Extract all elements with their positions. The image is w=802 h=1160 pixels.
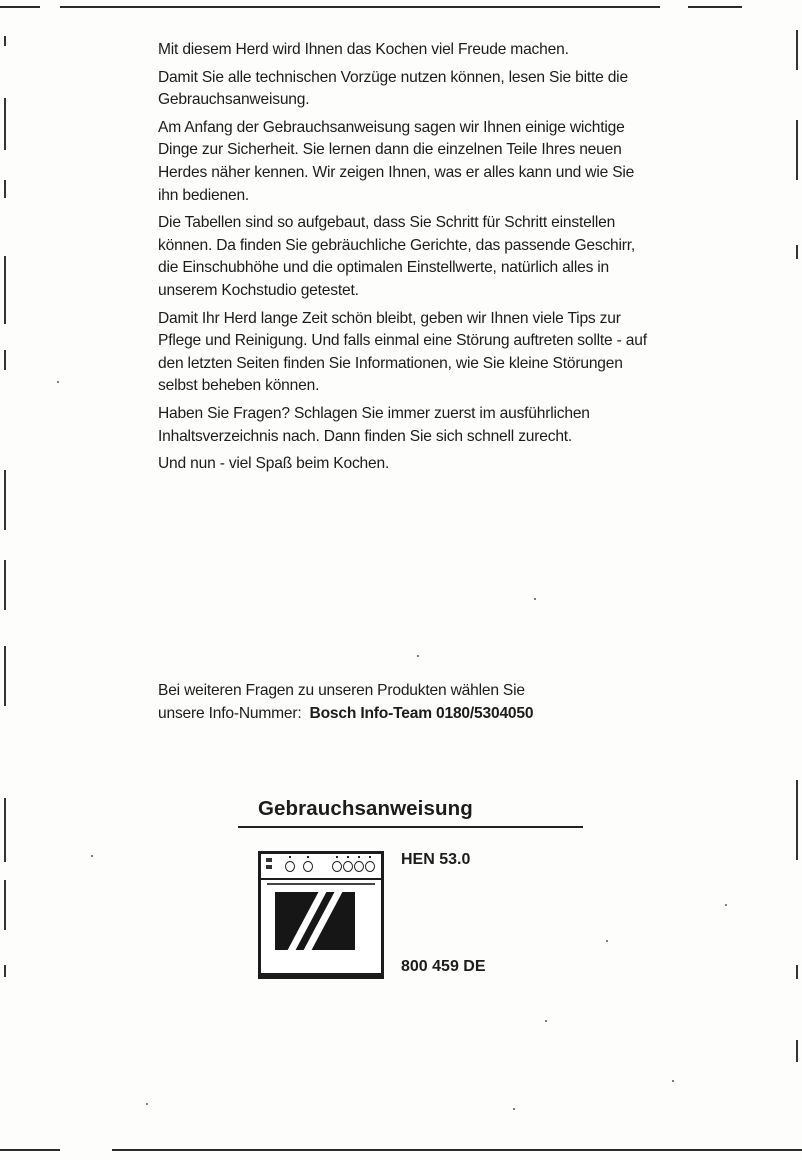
intro-paragraph: Mit diesem Herd wird Ihnen das Kochen viel Freude machen. xyxy=(158,41,569,58)
door-handle xyxy=(267,883,375,885)
info-hotline-block xyxy=(158,679,678,725)
knob-icon xyxy=(365,861,375,872)
intro-paragraph: Am Anfang der Gebrauchsanweisung sagen wir Ihnen einige wichtige Dinge zur Sicherheit. Sie lernen dann die einzelnen Teile Ihres neuen Herdes näher kennen. Wir zeigen Ihnen, was er alles kann und wie Sie ihn bedienen. xyxy=(158,118,635,204)
right-edge-mark xyxy=(796,780,798,860)
right-edge-mark xyxy=(796,120,798,180)
right-edge-mark xyxy=(796,1040,798,1062)
left-edge-mark xyxy=(4,180,6,198)
left-edge-mark xyxy=(4,36,6,46)
knob-marker xyxy=(347,856,349,858)
switch-icon xyxy=(266,858,272,862)
speck xyxy=(513,1108,515,1110)
knob-marker xyxy=(307,856,309,858)
left-edge-mark xyxy=(4,798,6,862)
knob-icon xyxy=(343,861,353,872)
manual-title: Gebrauchsanweisung xyxy=(258,797,473,820)
knob-icon xyxy=(354,861,364,872)
intro-paragraph: Damit Sie alle technischen Vorzüge nutzen können, lesen Sie bitte die Gebrauchsanweisung. xyxy=(158,68,628,109)
left-edge-mark xyxy=(4,470,6,530)
left-edge-mark xyxy=(4,98,6,150)
left-edge-mark xyxy=(4,350,6,370)
speck xyxy=(606,940,608,942)
speck xyxy=(417,655,419,657)
top-edge-rule xyxy=(688,6,742,8)
oven-range-icon xyxy=(258,851,384,979)
control-panel xyxy=(261,854,381,880)
intro-paragraph: Die Tabellen sind so aufgebaut, dass Sie Schritt für Schritt einstellen können. Da finden Sie gebräuchliche Gerichte, das passende Geschirr, die Einschubhöhe und die optimalen Einstellwerte, natürlich alles in unserem Kochstudio getestet. xyxy=(158,214,636,299)
knob-marker xyxy=(289,856,291,858)
top-edge-rule xyxy=(0,6,40,8)
bottom-edge-rule xyxy=(0,1149,60,1151)
speck xyxy=(146,1103,148,1105)
oven-window xyxy=(275,892,355,950)
left-edge-mark xyxy=(4,646,6,706)
title-underline xyxy=(238,826,583,828)
info-line: Bei weiteren Fragen zu unseren Produkten wählen Sie xyxy=(158,682,525,699)
speck xyxy=(672,1080,674,1082)
left-edge-mark xyxy=(4,965,6,977)
intro-paragraph: Und nun - viel Spaß beim Kochen. xyxy=(158,455,390,473)
intro-paragraph: Haben Sie Fragen? Schlagen Sie immer zuerst im ausführlichen Inhaltsverzeichnis nach. Dann finden Sie sich schnell zurecht. xyxy=(158,404,590,445)
model-number: HEN 53.0 xyxy=(401,851,471,868)
knob-icon xyxy=(332,861,342,872)
document-number: 800 459 DE xyxy=(401,958,486,975)
info-number-label: unsere Info-Nummer: xyxy=(158,705,302,722)
speck xyxy=(57,381,59,383)
bottom-edge-rule xyxy=(112,1149,802,1151)
hotline-number: Bosch Info-Team 0180/5304050 xyxy=(309,705,534,722)
right-edge-mark xyxy=(796,245,798,259)
top-edge-rule xyxy=(60,6,660,8)
right-edge-mark xyxy=(796,30,798,70)
intro-paragraph: Damit Ihr Herd lange Zeit schön bleibt, geben wir Ihnen viele Tips zur Pflege und Reinigung. Und falls einmal eine Störung auftreten sollte - auf den letzten Seiten finden Sie Informationen, wie Sie kleine Störungen selbst beheben können. xyxy=(158,309,647,395)
knob-marker xyxy=(358,856,360,858)
switch-icon xyxy=(266,865,272,869)
info-line xyxy=(158,702,678,725)
knob-icon xyxy=(303,861,313,872)
knob-marker xyxy=(369,856,371,858)
speck xyxy=(91,855,93,857)
left-edge-mark xyxy=(4,880,6,930)
knob-marker xyxy=(336,856,338,858)
speck xyxy=(534,598,536,600)
introduction-text xyxy=(158,39,658,481)
oven-base xyxy=(258,973,384,979)
left-edge-mark xyxy=(4,560,6,610)
speck xyxy=(545,1020,547,1022)
speck xyxy=(725,904,727,906)
knob-icon xyxy=(285,861,295,872)
right-edge-mark xyxy=(796,965,798,979)
left-edge-mark xyxy=(4,256,6,324)
